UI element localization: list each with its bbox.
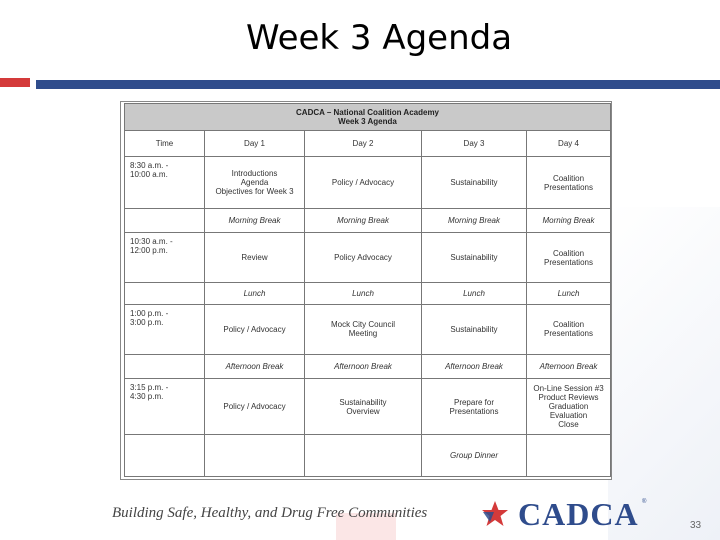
session-cell-day3 xyxy=(422,378,527,435)
break-row xyxy=(125,209,611,232)
session-text: Policy / Advocacy xyxy=(223,324,286,334)
time-cell xyxy=(125,232,205,283)
session-text: Coalition xyxy=(552,173,585,183)
session-text: Policy / Advocacy xyxy=(223,402,286,412)
session-text: Prepare for xyxy=(453,397,495,407)
session-text: Agenda xyxy=(240,178,269,188)
time-cell xyxy=(125,156,205,209)
time-start: 1:00 p.m. - xyxy=(130,308,169,318)
table-row xyxy=(125,156,611,209)
break-cell-day1: Afternoon Break xyxy=(205,355,305,378)
footer-tagline: Building Safe, Healthy, and Drug Free Communities xyxy=(112,505,428,521)
session-cell-day4 xyxy=(527,232,611,283)
break-cell-day4: Afternoon Break xyxy=(527,355,611,378)
lunch-row xyxy=(125,283,611,304)
dinner-cell-day3: Group Dinner xyxy=(422,435,527,477)
dinner-row xyxy=(125,435,611,477)
session-text: Graduation xyxy=(548,402,589,412)
time-end: 4:30 p.m. xyxy=(130,391,164,401)
lunch-cell-day4: Lunch xyxy=(527,283,611,304)
session-text: Introductions xyxy=(231,169,278,179)
time-end: 10:00 a.m. xyxy=(130,169,168,179)
time-cell-empty xyxy=(125,435,205,477)
table-title-line1: CADCA – National Coalition Academy xyxy=(296,108,439,118)
table-row xyxy=(125,378,611,435)
session-cell-day2 xyxy=(305,378,422,435)
column-header-time: Time xyxy=(125,131,205,156)
session-text: Evaluation xyxy=(549,411,588,421)
column-header-day1: Day 1 xyxy=(205,131,305,156)
star-icon xyxy=(480,500,510,528)
lunch-cell-day1: Lunch xyxy=(205,283,305,304)
break-cell-day2: Afternoon Break xyxy=(305,355,422,378)
session-text: Mock City Council xyxy=(330,320,395,330)
break-cell-day3: Afternoon Break xyxy=(422,355,527,378)
background-decoration xyxy=(608,207,720,540)
session-text: Presentations xyxy=(449,406,499,416)
session-text: Meeting xyxy=(348,329,378,339)
column-header-day3: Day 3 xyxy=(422,131,527,156)
session-cell-day2 xyxy=(305,232,422,283)
accent-bar-red xyxy=(0,78,30,87)
session-text: Overview xyxy=(346,406,380,416)
session-cell-day2 xyxy=(305,304,422,355)
empty-cell-day2 xyxy=(305,435,422,477)
page-number: 33 xyxy=(690,520,702,531)
session-text: Policy Advocacy xyxy=(334,253,392,263)
lunch-cell-day3: Lunch xyxy=(422,283,527,304)
time-start: 10:30 a.m. - xyxy=(130,236,173,246)
session-text: Sustainability xyxy=(450,178,498,188)
session-cell-day1 xyxy=(205,378,305,435)
session-text: Close xyxy=(558,420,579,430)
break-cell-day3: Morning Break xyxy=(422,209,527,232)
break-cell-day1: Morning Break xyxy=(205,209,305,232)
time-cell-empty xyxy=(125,209,205,232)
table-row xyxy=(125,232,611,283)
session-cell-day1 xyxy=(205,232,305,283)
slide-title: Week 3 Agenda xyxy=(245,18,513,58)
session-text: Policy / Advocacy xyxy=(331,178,395,188)
session-text: Coalition xyxy=(552,248,585,258)
column-header-day4: Day 4 xyxy=(527,131,611,156)
session-text: Sustainability xyxy=(339,397,387,407)
break-cell-day2: Morning Break xyxy=(305,209,422,232)
table-title-line2: Week 3 Agenda xyxy=(338,117,397,127)
logo-wordmark: CADCA xyxy=(518,496,639,532)
empty-cell-day4 xyxy=(527,435,611,477)
session-text: Presentations xyxy=(544,257,593,267)
session-cell-day3 xyxy=(422,304,527,355)
session-text: Sustainability xyxy=(450,324,498,334)
table-title xyxy=(125,104,611,131)
session-text: Product Reviews xyxy=(538,393,599,403)
session-cell-day3 xyxy=(422,232,527,283)
column-header-row xyxy=(125,131,611,156)
session-text: Presentations xyxy=(544,182,593,192)
time-end: 3:00 p.m. xyxy=(130,317,164,327)
session-text: Objectives for Week 3 xyxy=(215,187,294,197)
session-text: Coalition xyxy=(552,320,585,330)
table-row xyxy=(125,304,611,355)
session-cell-day4 xyxy=(527,156,611,209)
session-cell-day2 xyxy=(305,156,422,209)
time-cell-empty xyxy=(125,283,205,304)
accent-bar-blue xyxy=(36,80,720,89)
session-text: Presentations xyxy=(544,329,593,339)
session-text: Sustainability xyxy=(450,253,498,263)
session-text: Review xyxy=(241,253,268,263)
session-cell-day1 xyxy=(205,156,305,209)
session-cell-day4 xyxy=(527,304,611,355)
break-row xyxy=(125,355,611,378)
agenda-table xyxy=(124,103,611,477)
time-end: 12:00 p.m. xyxy=(130,245,168,255)
time-start: 3:15 p.m. - xyxy=(130,382,169,392)
session-cell-day4 xyxy=(527,378,611,435)
cadca-logo xyxy=(480,497,650,531)
session-text: On-Line Session #3 xyxy=(533,384,604,394)
lunch-cell-day2: Lunch xyxy=(305,283,422,304)
empty-cell-day1 xyxy=(205,435,305,477)
time-cell xyxy=(125,378,205,435)
time-cell xyxy=(125,304,205,355)
column-header-day2: Day 2 xyxy=(305,131,422,156)
time-cell-empty xyxy=(125,355,205,378)
session-cell-day1 xyxy=(205,304,305,355)
session-cell-day3 xyxy=(422,156,527,209)
time-start: 8:30 a.m. - xyxy=(130,160,169,170)
logo-trademark: ® xyxy=(642,499,647,505)
break-cell-day4: Morning Break xyxy=(527,209,611,232)
